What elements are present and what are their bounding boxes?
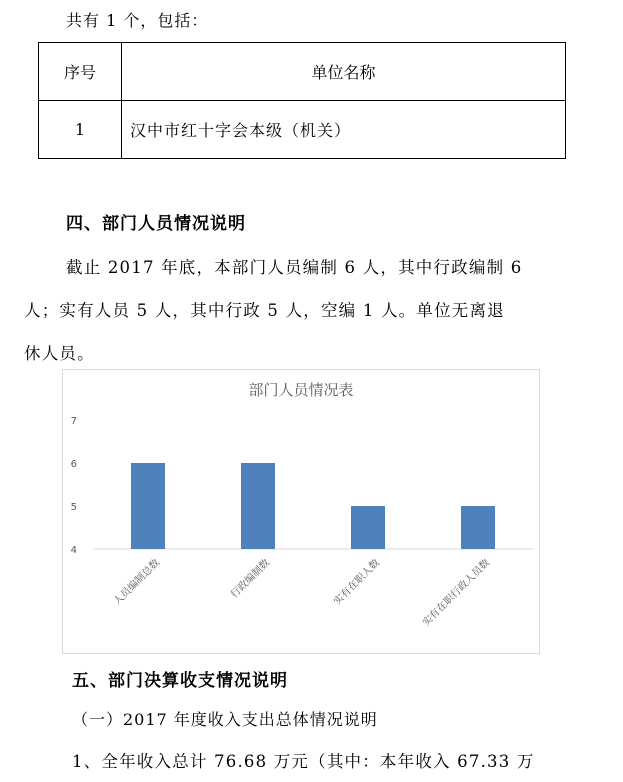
paragraph-line: 人；实有人员 5 人，其中行政 5 人，空编 1 人。单位无离退 — [24, 301, 505, 320]
chart-svg — [63, 370, 539, 653]
section5-item1: 1、全年收入总计 76.68 万元（其中：本年收入 67.33 万 — [72, 752, 535, 771]
chart-title: 部门人员情况表 — [248, 381, 354, 399]
category-label: 行政编制数 — [228, 557, 273, 601]
section4-heading: 四、部门人员情况说明 — [66, 214, 246, 234]
cell-unit-name: 汉中市红十字会本级（机关） — [122, 101, 566, 159]
paragraph-line: 截止 2017 年底，本部门人员编制 6 人，其中行政编制 6 — [66, 258, 523, 277]
bar — [351, 506, 385, 549]
section5-heading: 五、部门决算收支情况说明 — [72, 671, 288, 691]
staff-chart — [62, 369, 540, 654]
paragraph-line: 休人员。 — [24, 344, 95, 363]
section5-subheading: （一）2017 年度收入支出总体情况说明 — [72, 710, 378, 729]
intro-text: 共有 1 个，包括： — [66, 11, 209, 30]
unit-table — [38, 42, 566, 159]
y-tick-label: 7 — [70, 416, 77, 427]
category-label: 实有在职人数 — [331, 557, 383, 608]
bars — [131, 463, 495, 549]
bar — [241, 463, 275, 549]
y-tick-label: 5 — [70, 502, 77, 513]
cell-no: 1 — [39, 101, 122, 159]
table-header-row — [39, 43, 566, 101]
category-label: 人员编制总数 — [111, 557, 163, 608]
section4-paragraph — [24, 246, 584, 375]
y-axis-ticks — [71, 416, 77, 556]
header-unit-name: 单位名称 — [122, 43, 566, 101]
table-row — [39, 101, 566, 159]
bar — [131, 463, 165, 549]
category-label: 实有在职行政人员数 — [420, 557, 493, 629]
header-no: 序号 — [39, 43, 122, 101]
category-labels — [111, 556, 493, 629]
y-tick-label: 4 — [70, 545, 77, 556]
bar — [461, 506, 495, 549]
y-tick-label: 6 — [70, 459, 77, 470]
